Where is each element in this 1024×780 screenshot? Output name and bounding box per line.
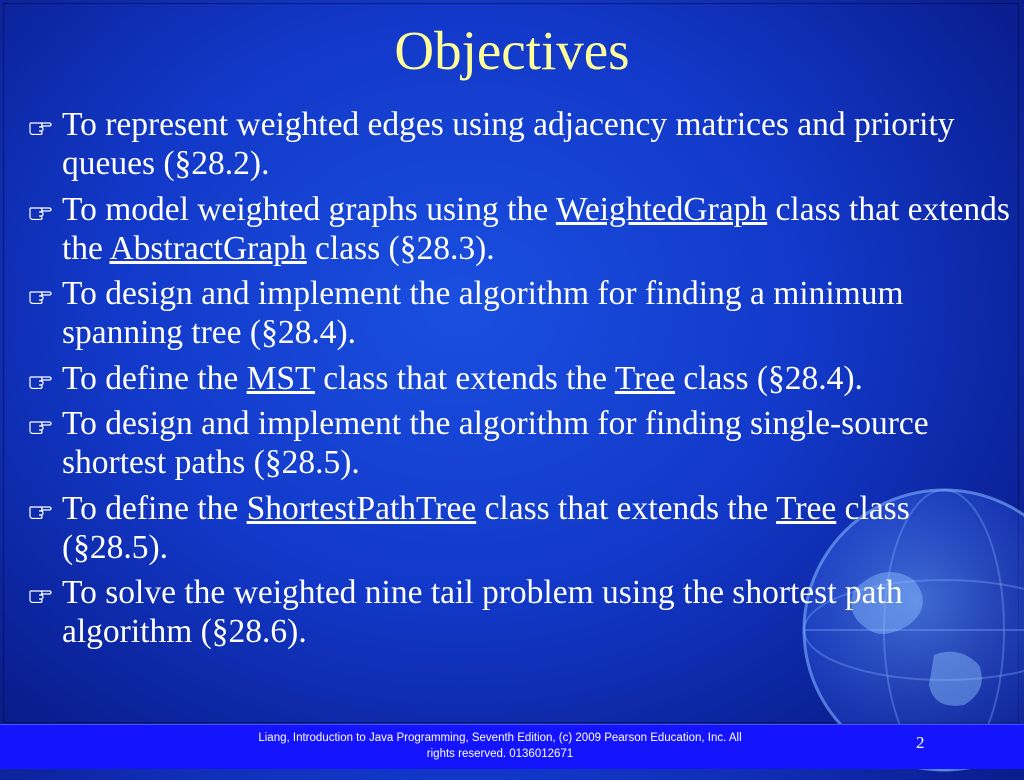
objective-item (28, 105, 1013, 183)
objective-text: class that extends the (62, 190, 1010, 267)
objective-item (28, 190, 1013, 268)
class-name-mst: MST (246, 359, 315, 397)
objective-item (28, 573, 1013, 651)
objective-text: class that extends the (314, 359, 615, 397)
class-name-shortestpathtree: ShortestPathTree (246, 489, 477, 527)
page-number: 2 (916, 733, 925, 752)
class-name-abstractgraph: AbstractGraph (109, 229, 307, 267)
pointing-hand-icon (28, 371, 52, 389)
objective-text: To represent weighted edges using adjacency matrices and priority queues (§28.2). (62, 106, 955, 182)
objective-text: To design and implement the algorithm for finding a minimum spanning tree (§28.4). (62, 275, 904, 351)
pointing-hand-icon (28, 585, 52, 603)
pointing-hand-icon (28, 286, 52, 304)
pointing-hand-icon (28, 202, 52, 220)
objective-item (28, 274, 1013, 352)
class-name-tree: Tree (776, 489, 837, 527)
objective-text: class that extends the (476, 489, 777, 527)
footer-bar (0, 724, 1024, 769)
objective-text: To define the (62, 359, 247, 397)
copyright-notice (195, 730, 805, 762)
pointing-hand-icon (28, 501, 52, 519)
pointing-hand-icon (28, 117, 52, 135)
objective-item (28, 359, 1013, 398)
class-name-tree: Tree (614, 359, 675, 397)
objective-text: To design and implement the algorithm for finding single-source shortest paths (§28.5). (62, 405, 929, 481)
objective-item (28, 489, 1013, 567)
objectives-list (28, 105, 1013, 658)
slide-title: Objectives (394, 20, 630, 81)
objective-text: To define the (62, 489, 247, 527)
objective-text: To model weighted graphs using the (62, 190, 556, 228)
copyright-line-1: Liang, Introduction to Java Programming, Seventh Edition, (c) 2009 Pearson Education, Inc. All (258, 732, 742, 744)
pointing-hand-icon (28, 416, 52, 434)
objective-item (28, 404, 1013, 482)
objective-text: class (§28.3). (306, 229, 495, 267)
class-name-weightedgraph: WeightedGraph (555, 190, 768, 228)
objective-text: class (§28.4). (675, 359, 863, 397)
objective-text: class (§28.5). (62, 489, 910, 566)
copyright-line-2: rights reserved. 0136012671 (426, 748, 574, 760)
objective-text: To solve the weighted nine tail problem using the shortest path algorithm (§28.6). (62, 574, 903, 650)
